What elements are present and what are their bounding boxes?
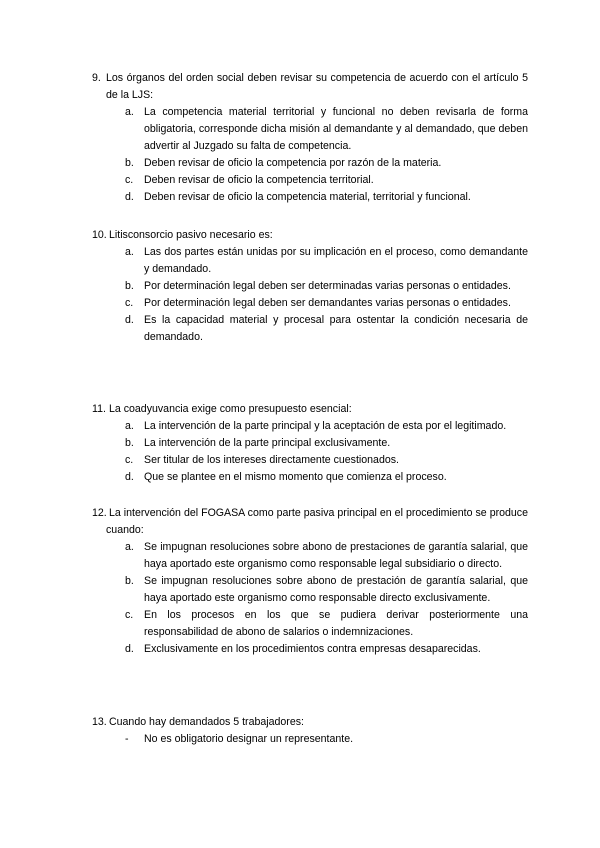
option-a (125, 104, 528, 155)
option-text: Las dos partes están unidas por su implicación en el proceso, como demandante y demandado. (144, 246, 528, 275)
question-12 (92, 505, 528, 658)
question-stem (92, 70, 528, 104)
option-text: Por determinación legal deben ser determinadas varias personas o entidades. (144, 280, 511, 292)
question-number: 12. (92, 507, 107, 519)
question-number: 13. (92, 716, 107, 728)
option-letter: c. (125, 454, 134, 466)
option-d (125, 469, 528, 486)
option-list (125, 104, 528, 206)
question-10 (92, 227, 528, 346)
option-d (125, 189, 528, 206)
option-a (125, 539, 528, 573)
option-text: Por determinación legal deben ser demandantes varias personas o entidades. (144, 297, 511, 309)
question-stem (92, 401, 528, 418)
option-text: Se impugnan resoluciones sobre abono de prestaciones de garantía salarial, que haya aportado este organismo como responsable legal subsidiario o directo. (144, 541, 528, 570)
option-text: Deben revisar de oficio la competencia territorial. (144, 174, 374, 186)
option-d (125, 641, 528, 658)
option-b (125, 573, 528, 607)
option-text: La intervención de la parte principal exclusivamente. (144, 437, 391, 449)
option-a (125, 418, 528, 435)
option-letter: a. (125, 246, 134, 258)
option-text: No es obligatorio designar un representante. (144, 733, 354, 745)
option-letter: a. (125, 420, 134, 432)
option-text: Exclusivamente en los procedimientos contra empresas desaparecidas. (144, 643, 481, 655)
option-b (125, 155, 528, 172)
option-b (125, 278, 528, 295)
option-list (125, 731, 528, 748)
option-text: En los procesos en los que se pudiera derivar posteriormente una responsabilidad de abono de salarios o indemnizaciones. (144, 609, 528, 638)
option-b (125, 435, 528, 452)
option-d (125, 312, 528, 346)
option-text: Deben revisar de oficio la competencia material, territorial y funcional. (144, 191, 471, 203)
option-letter: c. (125, 174, 134, 186)
option-list (125, 418, 528, 486)
option-letter: d. (125, 643, 134, 655)
question-stem (92, 505, 528, 539)
option-dash (125, 731, 528, 748)
question-text: La coadyuvancia exige como presupuesto esencial: (109, 403, 352, 415)
option-letter: c. (125, 297, 134, 309)
option-c (125, 295, 528, 312)
option-letter: a. (125, 541, 134, 553)
option-c (125, 172, 528, 189)
option-letter: a. (125, 106, 134, 118)
option-text: Se impugnan resoluciones sobre abono de prestación de garantía salarial, que haya aportado este organismo como responsable directo exclusivamente. (144, 575, 528, 604)
question-9 (92, 70, 528, 206)
option-letter: b. (125, 280, 134, 292)
option-text: Deben revisar de oficio la competencia por razón de la materia. (144, 157, 442, 169)
option-bullet: - (125, 733, 129, 745)
option-letter: d. (125, 191, 134, 203)
option-list (125, 244, 528, 346)
option-letter: b. (125, 157, 134, 169)
question-text: Litisconsorcio pasivo necesario es: (109, 229, 273, 241)
question-number: 11. (92, 403, 106, 415)
question-stem (92, 714, 528, 731)
question-11 (92, 401, 528, 486)
option-letter: c. (125, 609, 134, 621)
option-c (125, 607, 528, 641)
question-stem (92, 227, 528, 244)
option-list (125, 539, 528, 658)
option-text: Que se plantee en el mismo momento que comienza el proceso. (144, 471, 447, 483)
option-text: Ser titular de los intereses directamente cuestionados. (144, 454, 399, 466)
question-text: Los órganos del orden social deben revisar su competencia de acuerdo con el artículo 5 de la LJS: (106, 72, 528, 101)
question-13 (92, 714, 528, 748)
option-text: La intervención de la parte principal y la aceptación de esta por el legitimado. (144, 420, 507, 432)
option-letter: d. (125, 314, 134, 326)
question-number: 10. (92, 229, 107, 241)
option-letter: b. (125, 575, 134, 587)
question-text: Cuando hay demandados 5 trabajadores: (109, 716, 304, 728)
question-number: 9. (92, 72, 101, 84)
option-c (125, 452, 528, 469)
option-letter: b. (125, 437, 134, 449)
option-text: Es la capacidad material y procesal para ostentar la condición necesaria de demandado. (144, 314, 528, 343)
option-text: La competencia material territorial y funcional no deben revisarla de forma obligatoria, corresponde dicha misión al demandante y al demandado, que deben advertir al Juzgado su falta de competencia. (144, 106, 528, 152)
question-text: La intervención del FOGASA como parte pasiva principal en el procedimiento se produce cuando: (106, 507, 528, 536)
option-letter: d. (125, 471, 134, 483)
option-a (125, 244, 528, 278)
